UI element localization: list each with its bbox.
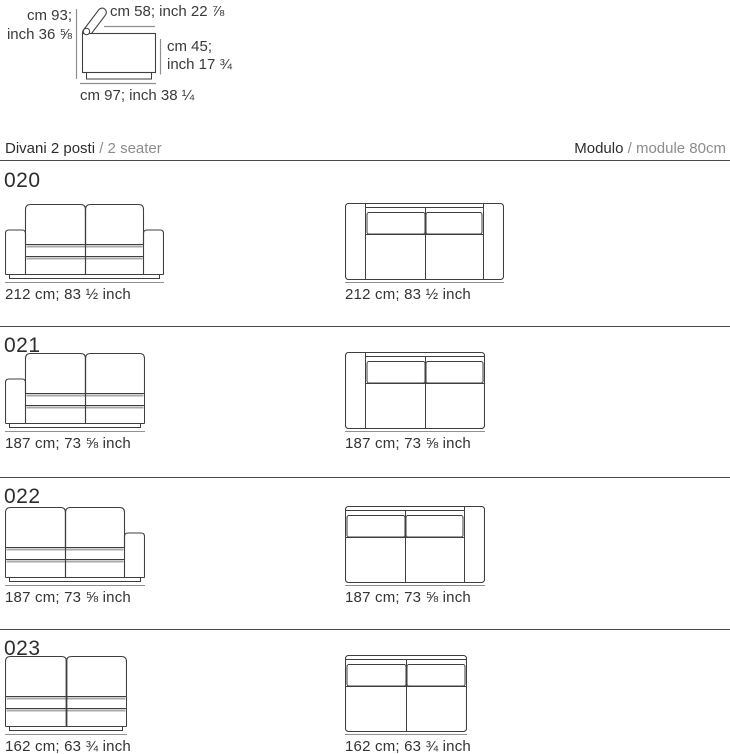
category-title-italian: Divani 2 posti <box>5 140 96 157</box>
sofa-front-view <box>5 505 145 606</box>
top-view-dimension: 212 cm; 83 ½ inch <box>345 286 471 303</box>
category-title-english: / 2 seater <box>99 140 162 157</box>
dimension-line <box>5 282 164 283</box>
module-title-italian: Modulo <box>574 140 624 157</box>
spec-height-cm: cm 93; <box>26 7 72 24</box>
sofa-front-view-drawing <box>5 654 127 732</box>
model-code: 022 <box>4 485 41 508</box>
category-title <box>5 140 162 157</box>
spec-total-depth: cm 97; inch 38 ¼ <box>80 87 195 104</box>
top-view-dimension: 187 cm; 73 ⅝ inch <box>345 589 471 606</box>
model-row-020 <box>0 162 730 327</box>
model-code: 020 <box>4 169 41 192</box>
spec-height-inch: inch 36 ⅝ <box>6 26 72 43</box>
side-view-spec <box>0 0 250 115</box>
front-view-dimension: 187 cm; 73 ⅝ inch <box>5 589 131 606</box>
spec-seat-height-inch: inch 17 ¾ <box>167 56 233 73</box>
model-code: 023 <box>4 637 41 660</box>
front-view-dimension: 212 cm; 83 ½ inch <box>5 286 131 303</box>
dimension-line <box>345 431 485 432</box>
sofa-front-view <box>5 654 131 754</box>
sofa-top-view <box>345 352 485 452</box>
model-code: 021 <box>4 334 41 357</box>
spec-backrest-depth: cm 58; inch 22 ⅞ <box>110 3 225 20</box>
sofa-top-view <box>345 655 471 754</box>
sofa-top-view <box>345 506 485 606</box>
sofa-top-view-drawing <box>345 352 485 429</box>
dimension-line <box>5 734 127 735</box>
module-title <box>574 140 726 157</box>
sofa-front-view-drawing <box>5 202 164 280</box>
sofa-front-view-drawing <box>5 505 145 583</box>
model-row-022 <box>0 478 730 630</box>
model-row-021 <box>0 327 730 478</box>
dimension-line <box>345 734 467 735</box>
sofa-front-view-drawing <box>5 351 145 429</box>
front-view-dimension: 187 cm; 73 ⅝ inch <box>5 435 131 452</box>
dimension-line <box>5 431 145 432</box>
sofa-top-view-drawing <box>345 506 485 583</box>
sofa-front-view <box>5 202 164 303</box>
sofa-top-view <box>345 203 504 303</box>
dimension-line <box>345 282 504 283</box>
front-view-dimension: 162 cm; 63 ¾ inch <box>5 738 131 754</box>
section-header <box>0 140 730 161</box>
sofa-top-view-drawing <box>345 203 504 280</box>
sofa-front-view <box>5 351 145 452</box>
top-view-dimension: 162 cm; 63 ¾ inch <box>345 738 471 754</box>
module-title-value: / module 80cm <box>627 140 726 157</box>
model-row-023 <box>0 630 730 754</box>
dimension-line <box>5 585 145 586</box>
sofa-top-view-drawing <box>345 655 467 732</box>
top-view-dimension: 187 cm; 73 ⅝ inch <box>345 435 471 452</box>
dimension-line <box>345 585 485 586</box>
spec-seat-height-cm: cm 45; <box>167 38 213 55</box>
